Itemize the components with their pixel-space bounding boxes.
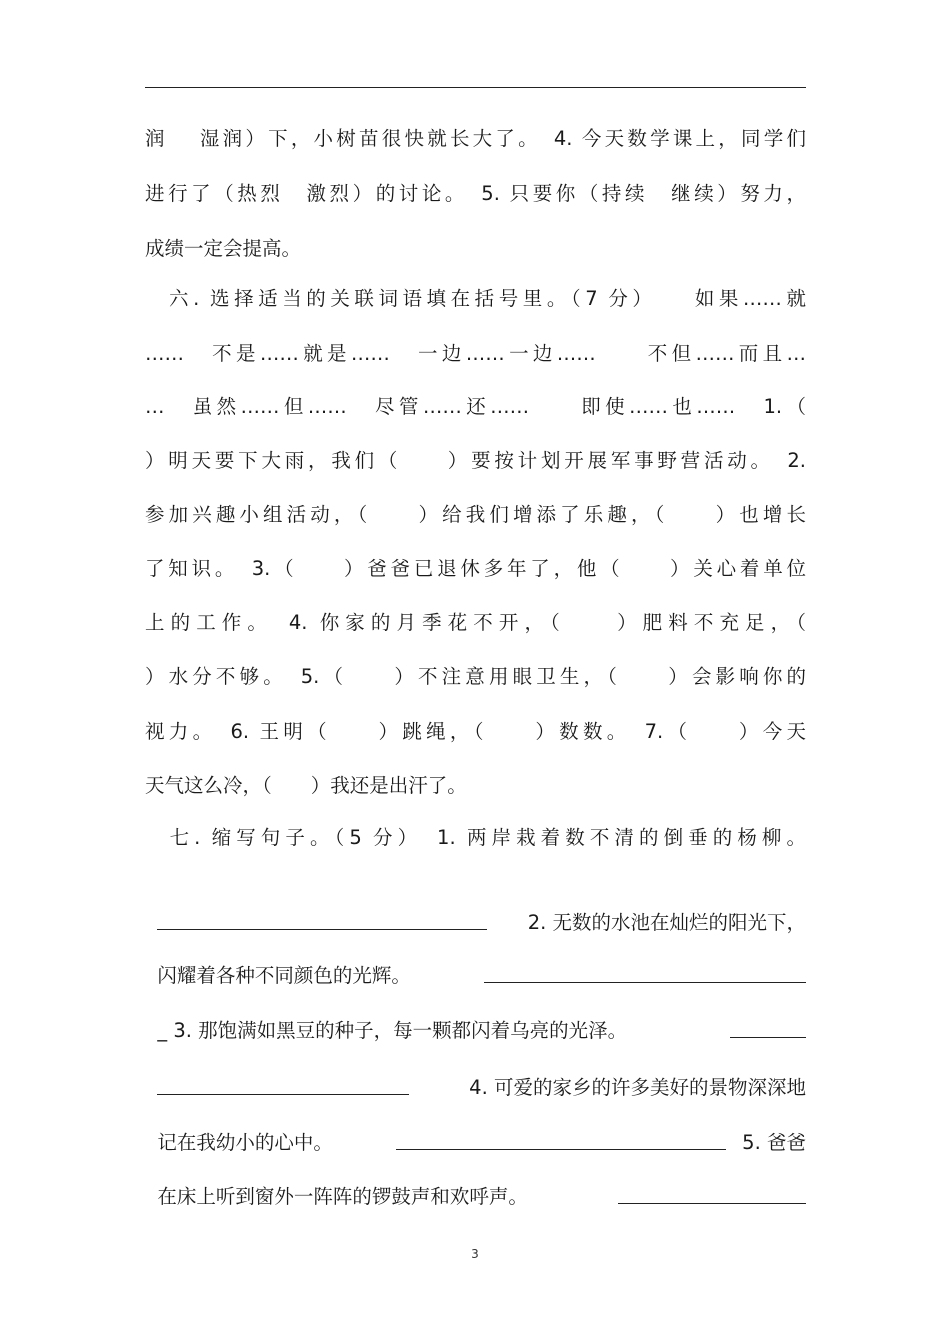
answer-blank-5[interactable] — [618, 1181, 806, 1204]
blank-tail: _ — [157, 1019, 168, 1042]
text-line-20 — [145, 1149, 806, 1208]
question-2-text-cont: 闪耀着各种不同颜色的光辉。 — [157, 964, 411, 987]
question-4-text: 4. 可爱的家乡的许多美好的景物深深地 — [462, 1076, 806, 1099]
question-4-text-cont: 记在我幼小的心中。 — [157, 1131, 333, 1154]
section-seven-heading: 七. 缩写句子。（5 分） 1. 两岸栽着数不清的倒垂的杨柳。 — [145, 826, 806, 849]
answer-blank-1[interactable] — [157, 907, 487, 930]
text-line-12: 视力。 6. 王明（ ）跳绳，（ ）数数。 7.（ ）今天 — [145, 720, 806, 743]
question-2-text: 2. 无数的水池在灿烂的阳光下， — [527, 911, 806, 934]
text-line-17 — [145, 983, 806, 1042]
header-rule — [145, 87, 806, 88]
question-5-text: 5. 爸爸 — [735, 1131, 806, 1154]
text-line-10: 上的工作。 4. 你家的月季花不开，（ ）肥料不充足，（ — [145, 611, 806, 634]
text-line-1: 润 湿润）下，小树苗很快就长大了。 4. 今天数学课上，同学们 — [145, 127, 806, 150]
text-line-6: … 虽然……但…… 尽管……还…… 即使……也…… 1.（ — [145, 395, 806, 418]
text-line-16 — [145, 928, 806, 987]
question-3-text: 3. 那饱满如黑豆的种子，每一颗都闪着乌亮的光泽。 — [167, 1019, 628, 1042]
text-line-2: 进行了（热烈 激烈）的讨论。 5. 只要你（持续 继续）努力， — [145, 182, 806, 205]
text-line-19 — [145, 1095, 806, 1154]
text-line-18 — [145, 1040, 806, 1099]
answer-blank-3b[interactable] — [157, 1072, 409, 1095]
text-line-9: 了知识。 3.（ ）爸爸已退休多年了，他（ ）关心着单位 — [145, 557, 806, 580]
page-number: 3 — [471, 1247, 479, 1261]
answer-blank-4[interactable] — [396, 1127, 726, 1150]
text-line-15 — [145, 875, 806, 934]
answer-blank-3a[interactable] — [730, 1015, 806, 1038]
text-line-13: 天气这么冷，（ ）我还是出汗了。 — [145, 774, 467, 797]
section-six-heading: 六. 选择适当的关联词语填在括号里。（7 分） 如果……就 — [145, 287, 806, 310]
text-line-5: …… 不是……就是…… 一边……一边…… 不但……而且… — [145, 342, 806, 365]
answer-blank-2[interactable] — [484, 960, 806, 983]
text-line-3: 成绩一定会提高。 — [145, 237, 302, 260]
text-line-11: ）水分不够。 5.（ ）不注意用眼卫生，（ ）会影响你的 — [145, 665, 806, 688]
text-line-7: ）明天要下大雨，我们（ ）要按计划开展军事野营活动。 2. — [145, 449, 806, 472]
question-5-text-cont: 在床上听到窗外一阵阵的锣鼓声和欢呼声。 — [157, 1185, 528, 1208]
text-line-8: 参加兴趣小组活动，（ ）给我们增添了乐趣，（ ）也增长 — [145, 503, 806, 526]
